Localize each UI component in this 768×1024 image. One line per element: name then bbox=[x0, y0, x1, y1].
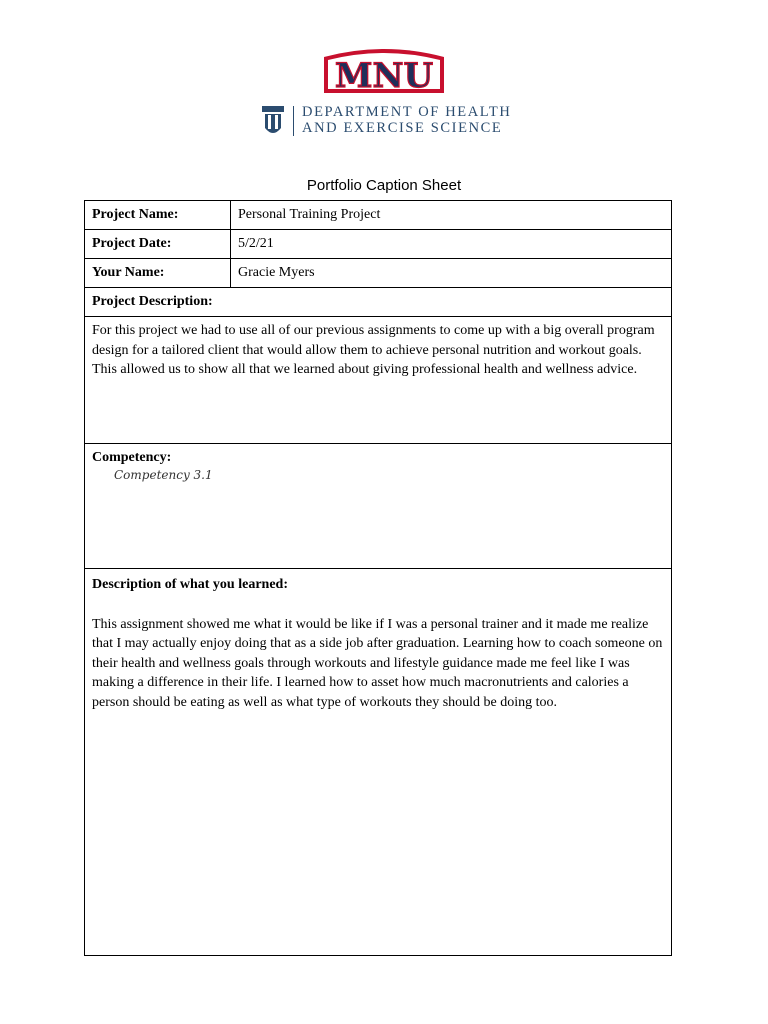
learned-text: This assignment showed me what it would be like if I was a personal trainer and it made me realize that I may actually enjoy doing that as a side job after graduation. Learning how to coach someone on their health and wellness goals through workouts and lifestyle guidance made me feel like I was making a difference in their life. I learned how to asset how much macronutrients and calories a person should be eating as well as what type of workouts they should be doing too. bbox=[92, 616, 663, 710]
mnu-logo-graphic bbox=[318, 43, 450, 99]
caption-table bbox=[84, 200, 672, 956]
learned-label: Description of what you learned: bbox=[92, 577, 288, 592]
learned-spacer bbox=[92, 595, 664, 615]
university-column-icon bbox=[260, 104, 286, 138]
mnu-logo bbox=[318, 43, 450, 99]
project-description-text: For this project we had to use all of our previous assignments to come up with a big overall program design for a tailored client that would allow them to achieve personal nutrition and workout goals. This allowed us to show all that we learned about giving professional health and wellness advice. bbox=[85, 317, 672, 444]
competency-label: Competency: bbox=[92, 450, 172, 465]
project-description-header-row bbox=[85, 288, 672, 317]
project-description-label: Project Description: bbox=[85, 288, 672, 317]
department-header bbox=[260, 104, 520, 140]
project-description-row bbox=[85, 317, 672, 444]
learned-cell bbox=[85, 569, 672, 956]
project-name-row bbox=[85, 201, 672, 230]
project-date-label: Project Date: bbox=[85, 230, 231, 259]
project-name-label: Project Name: bbox=[85, 201, 231, 230]
your-name-label: Your Name: bbox=[85, 259, 231, 288]
competency-row bbox=[85, 444, 672, 569]
competency-cell bbox=[85, 444, 672, 569]
department-name bbox=[302, 104, 511, 136]
project-date-value: 5/2/21 bbox=[231, 230, 672, 259]
department-divider bbox=[293, 106, 294, 136]
your-name-value: Gracie Myers bbox=[231, 259, 672, 288]
page-title: Portfolio Caption Sheet bbox=[306, 177, 462, 194]
learned-row bbox=[85, 569, 672, 956]
your-name-row bbox=[85, 259, 672, 288]
department-line-1: DEPARTMENT OF HEALTH bbox=[302, 104, 512, 120]
competency-value: Competency 3.1 bbox=[114, 468, 213, 482]
project-name-value: Personal Training Project bbox=[231, 201, 672, 230]
department-line-2: AND EXERCISE SCIENCE bbox=[302, 120, 503, 136]
logo-text: MNU bbox=[334, 56, 434, 96]
project-date-row bbox=[85, 230, 672, 259]
